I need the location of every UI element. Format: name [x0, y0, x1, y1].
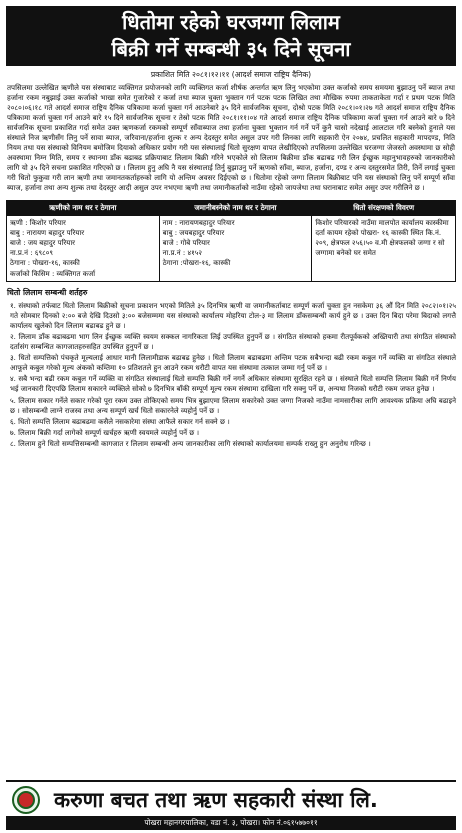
organization-address: पोखरा महानगरपालिका, वडा नं. ३, पोखरा। फोन नं.०६१५७७०११: [6, 816, 456, 830]
condition-item: ४. सबै भन्दा बढी रकम कबुल गर्ने व्यक्ति वा संगठित संस्थालाई धितो सम्पत्ति बिक्री गर्ने नगर्ने अधिकार संस्थामा सुरक्षित रहने छ । संस्थाले धितो सम्पत्ति लिलाम बिक्री गर्ने निर्णय भई जानकारी दिएपछि लिलाम सकारने व्यक्तिले सोको ७ दिनभित्र बाँकी सम्पूर्ण मूल्य रकम संस्थामा दाखिला गरि सक्नु पर्ने छ, अन्यथा निजको धरौटी रकम जफत हुनेछ ।: [10, 374, 456, 394]
organization-name: करुणा बचत तथा ऋण सहकारी संस्था लि.: [54, 788, 378, 812]
notice-body-paragraph: तपसिलमा उल्लेखित ऋणीले यस संस्थाबाट व्यक्तिगत प्रयोजनको लागि व्यक्तिगत कर्जा शीर्षक अन्तर्गत ऋण लिनु भएकोमा उक्त कर्जाको समय समयमा बुझाउनु पर्ने ब्याज तथा हर्जाना रकम नबुझाई उक्त कर्जाको भाखा समेत गुजारेको र कर्जा तथा ब्याज चुक्ता भुक्तान गर्न पटक पटक लिखित तथा मौखिक रुपमा ताकताकेता गर्दा र प्रथम पटक मिति २०८०।०६।१८ गते आदर्श समाज राष्ट्रिय दैनिक पत्रिकामा कर्जा चुक्ता गर्न आउनेबारे ३५ दिने सार्वजनिक सूचना, दोश्रो पटक मिति २०८१।०१।२७ गते आदर्श समाज राष्ट्रिय दैनिक पत्रिकामा कर्जा चुक्ता गर्न आउने बारे १५ दिने सार्वजनिक सूचना र तेस्रो पटक मिति २०८१।११।०४ गते आदर्श समाज राष्ट्रिय दैनिक पत्रिकामा कर्जा चुक्ता गर्न आउने बारे ७ दिने सार्वजनिक सूचना प्रकाशित गर्दा समेत उक्त ऋणकर्जा रकमको सम्पूर्ण साँवाब्याज तथा हर्जाना चुक्ता भुक्तान गर्न गर्ने पर्ने कुनै चासो नदेखाई आलटाल गरि बस्नेको हुनाले यस संस्थाले निज ऋणीसँग लिनु पर्ने सावा ब्याज, जरिवाना/हर्जाना शुल्क र अन्य देदस्तुर समेत असुल उपर गरी लिनका लागि सहकारी ऐन २०७४, प्रचलित सहकारी मापदण्ड, निति नियम तथा यस संस्थाको विनियम बमोजिम दियाको अधिकार प्रयोग गरी यस संस्थालाई धितो सुरक्षण वापत लेखीदिएको तपसिलमा उल्लेखित घरजग्गा जेजस्तो अवस्थामा छ सोही अवस्थामा निम्न मिति, समय र स्थानमा डाँक बढाबढ प्रक्रियाबाट लिलाम बिक्री गरिने भएकोले सो लिलाम बिक्रीमा डाँक बढाबढ गरी लिन ईच्छुक महानुभावहरुको जानकारीको लागि यो ३५ दिने सचना प्रकाशित गरिएको छ । लिलाम हुनु अघि नै यस संस्थालाई तिर्नु बुझाउनु पर्ने ऋणको साँवा, ब्याज, हर्जाना, दण्ड र अन्य दस्तुरसमेत तिरी, तिर्ने लगाई चुक्ता गरी धितो फुकुवा गरी लान ऋणी तथा जमानतकर्ताहरुको लागि यो अन्तिम अवसर दिईएको छ । धितोमा रहेको जग्गा लिलाम बिक्रीबाट पनि यस संस्थाको लिनु पर्ने सम्पूर्ण साँवा ब्याज, हर्जाना तथा अन्य शुल्क तथा देदस्तुर आदी असुल उपर नभएमा ऋणी तथा जमानीकर्ताको नाउँमा रहेको जायजेथा तथा घरानाबाट समेत असुर उपर गरीलिने छ ।: [7, 83, 455, 193]
parties-table: [6, 200, 456, 282]
notice-title-line1: धितोमा रहेको घरजग्गा लिलाम: [122, 10, 340, 34]
guarantor-name: नाम : नारायणबहादुर परियार: [162, 218, 235, 227]
borrower-citizenship-no: ना.प्र.नं : ६९८०९: [10, 249, 54, 258]
conditions-title: धितो लिलाम सम्बन्धी शर्तहरु: [7, 287, 88, 297]
condition-item: १. संस्थाको तर्फबाट धितो लिलाम बिक्रीको सूचना प्रकाशन भएको मितिले ३५ दिनभित्र ऋणी वा जमानीकर्ताबाट सम्पूर्ण कर्जा चुक्ता हुन नसकेमा ३६ औं दिन मिति २०८२।०१।२५ गते सोमबार दिनको २:०० बजे देखि दिउसो ३:०० बजेसम्ममा यस संस्थाको कार्यालय मोहरिया टोल-३ मा लिलाम डाँकसम्बन्धी कार्य हुने छ । उक्त दिन बिदा परेमा बिदाको लगत्तै कार्यालय खुलेको दिन लिलाम बढाबढ हुने छ ।: [10, 300, 456, 330]
guarantor-grandfather: बाजे : गोबे परियार: [162, 238, 210, 247]
guarantor-father: बाबु : जयबहादुर परियार: [162, 228, 225, 237]
notice-title-banner: [6, 6, 456, 66]
condition-item: ७. लिलाम बिक्री गर्दा लागेको सम्पूर्ण खर्चहरु ऋणी स्वयमले व्यहोर्नु पर्ने छ ।: [10, 427, 200, 437]
borrower-father: बाबु : नारायण बहादुर परियार: [10, 228, 85, 237]
condition-item: २. लिलाम डाँक बढाबढमा भाग लिन ईच्छुक व्यक्ति स्वयम सक्कल नागरिकता लिई उपस्थित हुनुपर्ने छ । संगठित संस्थाको हकमा रीतपूर्वकको अख्तियारी तथा संगठित संस्थाको दर्तासंग सम्बन्धित कागजातहरुसहित उपस्थित हुनुपर्ने छ ।: [10, 332, 456, 352]
condition-item: ६. धितो सम्पत्ति लिलाम बढाबढमा कसैले नसकारेमा संस्था आफैले सकार गर्न सक्ने छ ।: [10, 416, 230, 426]
organization-footer: [6, 780, 456, 818]
borrower-address: ठेगाना : पोखरा-१६, कास्की: [10, 259, 80, 268]
condition-item: ८. लिलाम हुने धितो सम्पत्तिसम्बन्धी कागजात र लिलाम सम्बन्धी अन्य जानकारीका लागि संस्थाको कार्यालयमा सम्पर्क राख्नु हुन अनुरोध गरिन्छ ।: [10, 438, 371, 448]
guarantor-details: [159, 215, 312, 281]
borrower-column-header: ऋणीको नाम थर र ठेगाना: [7, 200, 160, 215]
conditions-list: [6, 301, 456, 449]
notice-title-line2: बिक्री गर्ने सम्बन्धी ३५ दिने सूचना: [111, 37, 351, 61]
guarantor-column-header: जमानीबस्नेको नाम थर र ठेगाना: [159, 200, 312, 215]
borrower-details: [7, 215, 160, 281]
loan-type: कर्जाको किसिम : व्यक्तिगत कर्जा: [10, 269, 96, 278]
borrower-name: ऋणी : किशोर परियार: [10, 218, 66, 227]
cooperative-logo-icon: [12, 786, 40, 814]
collateral-details: किशोर परियारको नाउँमा मालपोत कार्यालय कास्कीमा दर्ता कायम रहेको पोखरा- १६ कास्की स्थित कि.नं. २०९, क्षेत्रफल २५६।५० व.मी क्षेत्रफलको जग्गा र सो जग्गामा बनेको घर समेत: [312, 215, 456, 281]
guarantor-address: ठेगाना :पोखरा-१६, कास्की: [162, 259, 231, 268]
condition-item: ५. लिलाम सकार गर्नेले सकार गरेको पूरा रकम उक्त तोकिएको समय भित्र बुझाएमा लिलाम सकारेको उक्त जग्गा निजको नाउँमा नामसारीका लागि आवश्यक प्रक्रिया अघि बढाइने छ । सोसम्बन्धी लाग्ने राजस्व तथा अन्य सम्पूर्ण खर्च धितो सकारनेले व्यहोर्नु पर्ने छ ।: [10, 395, 456, 415]
borrower-grandfather: बाजे : जय बहादुर परियार: [10, 238, 76, 247]
published-date: प्रकाशित मिति २०८१।१२।११ (आदर्श समाज राष्ट्रिय दैनिक): [150, 70, 312, 79]
collateral-column-header: धितो संरक्षणको विवरण: [312, 200, 456, 215]
guarantor-citizenship-no: ना.प्र.नं : ४१५२: [162, 249, 203, 258]
condition-item: ३. धितो सम्पत्तिको पंचकृते मूल्यलाई आधार मानी लिलामीडाक बढाबढ हुनेछ । धितो लिलाम बढाबढमा अन्तिम पटक सबैभन्दा बढी रकम कबुल गर्ने व्यक्ति वा संगठित संस्थाले आफूले कबुल गरेको मूल्य अंकको कम्तिमा १० प्रतिशतले हुन आउने रकम धरौटी वापत यस संस्थामा तत्काल जम्मा गर्नु पर्ने छ ।: [10, 353, 456, 373]
